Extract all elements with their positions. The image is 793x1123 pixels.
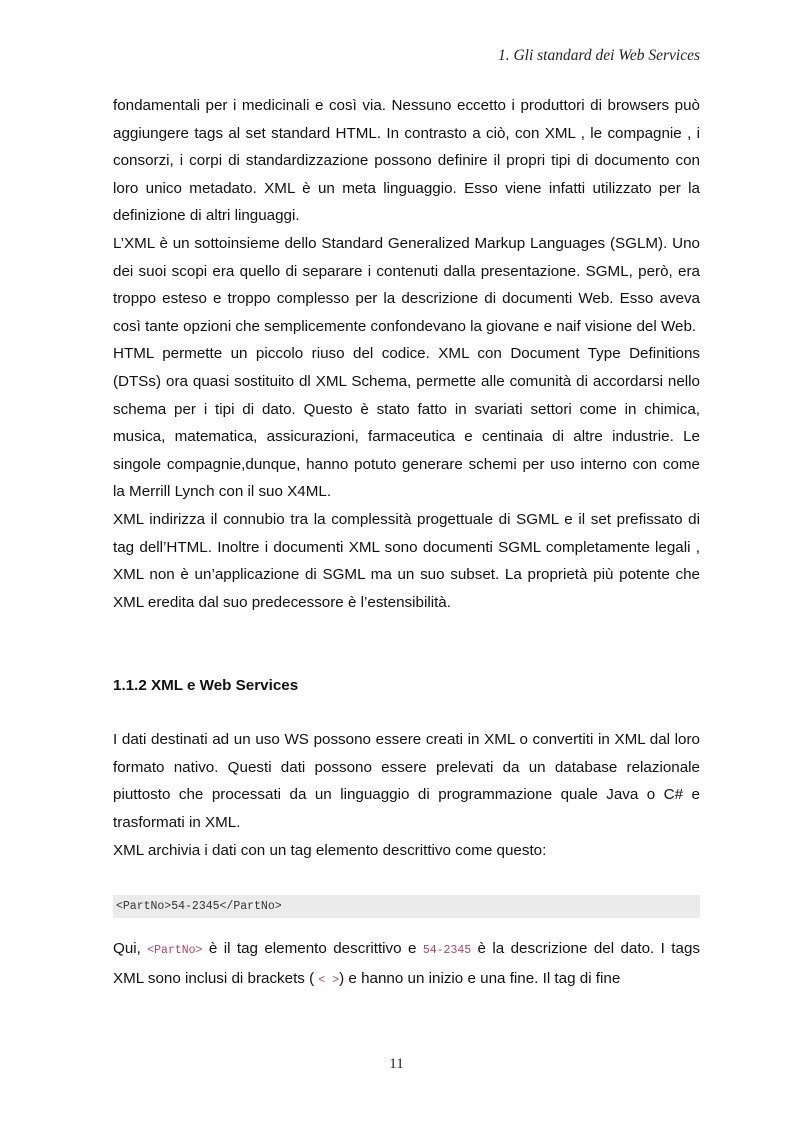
section-heading: 1.1.2 XML e Web Services — [113, 677, 299, 695]
running-header: 1. Gli standard dei Web Services — [497, 47, 700, 64]
inline-code-brackets: < > — [318, 973, 340, 987]
section-paragraph-3 — [113, 935, 700, 994]
code-block: <PartNo>54-2345</PartNo> — [113, 895, 700, 918]
body-paragraph-4: XML indirizza il connubio tra la complessità progettuale di SGML e il set prefissato di tag dell’HTML. Inoltre i documenti XML sono documenti SGML completamente legali , XML non è un’applicazione di SGML ma un suo subset. La proprietà più potente che XML eredita dal suo predecessore è l’estensibilità. — [113, 510, 700, 611]
body-paragraph-1: fondamentali per i medicinali e così via. Nessuno eccetto i produttori di browsers può aggiungere tags al set standard HTML. In contrasto a ciò, con XML , le compagnie , i consorzi, i corpi di standardizzazione possono definire il propri tipi di documento con loro unico metadato. XML è un meta linguaggio. Esso viene infatti utilizzato per la definizione di altri linguaggi. — [113, 97, 700, 225]
text-run: è il tag elemento descrittivo e — [202, 940, 423, 958]
body-paragraph-2: L’XML è un sottoinsieme dello Standard Generalized Markup Languages (SGLM). Uno dei suoi scopi era quello di separare i contenuti dalla presentazione. SGML, però, era troppo esteso e troppo complesso per la descrizione di documenti Web. Esso aveva così tante opzioni che semplicemente confondevano la giovane e naif visione del Web. — [113, 234, 700, 335]
section-paragraph-2: XML archivia i dati con un tag elemento descrittivo come questo: — [113, 841, 547, 859]
inline-code-value: 54-2345 — [422, 944, 472, 958]
text-run: è la descrizione del dato. I tags XML sono inclusi di brackets ( — [113, 940, 700, 987]
inline-code-partno: <PartNo> — [147, 944, 203, 958]
section-paragraph-1: I dati destinati ad un uso WS possono essere creati in XML o convertiti in XML dal loro formato nativo. Questi dati possono essere prelevati da un database relazionale piuttosto che processati da un linguaggio di programmazione quale Java o C# e trasformati in XML. — [113, 731, 700, 832]
page-content — [113, 92, 700, 994]
text-run: Qui, — [113, 940, 148, 958]
body-paragraph-3: HTML permette un piccolo riuso del codice. XML con Document Type Definitions (DTSs) ora quasi sostituito dl XML Schema, permette alle comunità di accordarsi nello schema per i tipi di dato. Questo è stato fatto in svariati settori come in chimica, musica, matematica, assicurazioni, farmaceutica e centinaia di altre industrie. Le singole compagnie,dunque, hanno potuto generare schemi per uso interno con come la Merrill Lynch con il suo X4ML. — [113, 345, 700, 501]
text-run: ) e hanno un inizio e una fine. Il tag di fine — [339, 969, 621, 987]
page-number: 11 — [389, 1056, 404, 1072]
